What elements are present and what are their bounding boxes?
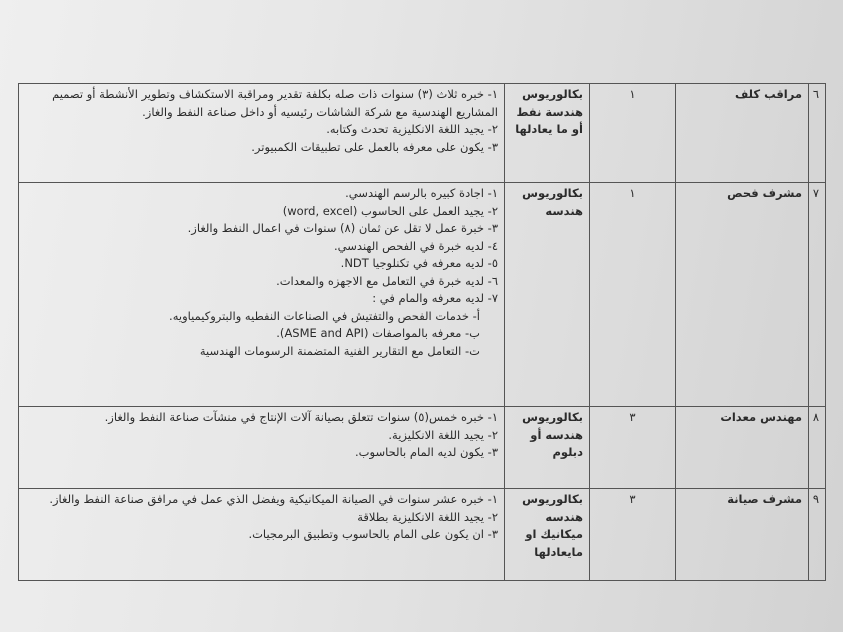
requirement-item: ٤- لديه خبرة في الفحص الهندسي. — [334, 238, 498, 253]
vacancy-count: ١ — [590, 84, 676, 183]
vacancy-count: ١ — [590, 183, 676, 407]
requirement-item: ٢- يجيد اللغة الانكليزية تحدث وكتابه. — [326, 122, 498, 136]
vacancy-count: ٣ — [590, 407, 676, 489]
qualification: بكالوريوس هندسه ميكانيك او مايعادلها — [505, 489, 590, 581]
requirement-item: ٢- يجيد اللغة الانكليزية بطلاقة — [357, 509, 498, 524]
requirement-item: ٣- ان يكون على المام بالحاسوب وتطبيق البرمجيات. — [248, 527, 498, 541]
requirements-cell — [19, 407, 505, 489]
requirements-list — [25, 409, 498, 462]
requirements-list — [25, 86, 498, 156]
sub-requirement-item: ت- التعامل مع التقارير الفنية المتضمنة الرسومات الهندسية — [199, 343, 480, 358]
requirement-item: ١- خبره خمس(٥) سنوات تتعلق بصيانة آلات الإنتاج في منشآت صناعة النفط والغاز. — [104, 410, 498, 424]
requirement-item: ١- خبره عشر سنوات في الصيانة الميكانيكية ويفضل الذي عمل في مرافق صناعة النفط والغاز. — [49, 492, 498, 506]
qualification: بكالوريوس هندسه أو دبلوم — [505, 407, 590, 489]
row-number: ٩ — [809, 489, 826, 581]
requirement-item: ٥- لديه معرفه في تكنلوجيا NDT. — [340, 256, 498, 270]
row-number: ٨ — [809, 407, 826, 489]
qualification: بكالوريوس هندسة نفط أو ما يعادلها — [505, 84, 590, 183]
requirement-item: ٦- لديه خبرة في التعامل مع الاجهزه والمعدات. — [276, 273, 498, 288]
requirements-cell — [19, 84, 505, 183]
requirement-item: ٣- يكون على معرفه بالعمل على تطبيقات الكمبيوتر. — [251, 139, 498, 154]
table-row — [19, 407, 826, 489]
job-title: مهندس معدات — [676, 407, 809, 489]
job-title: مشرف صيانة — [676, 489, 809, 581]
requirement-item: ١- اجادة كبيره بالرسم الهندسي. — [345, 186, 498, 200]
requirements-cell — [19, 489, 505, 581]
qualification: بكالوريوس هندسه — [505, 183, 590, 407]
job-requirements-table — [18, 83, 826, 581]
sub-requirements-list — [25, 308, 498, 361]
requirements-list — [25, 491, 498, 544]
requirement-item: ٣- خبرة عمل لا تقل عن ثمان (٨) سنوات في اعمال النفط والغاز. — [187, 221, 498, 235]
requirements-cell — [19, 183, 505, 407]
requirement-item: ٣- يكون لديه المام بالحاسوب. — [355, 445, 498, 459]
requirement-item: ٢- يجيد اللغة الانكليزية. — [388, 427, 498, 442]
vacancy-count: ٣ — [590, 489, 676, 581]
requirement-item: ١- خبره ثلاث (٣) سنوات ذات صله بكلفة تقدير ومراقبة الاستكشاف وتطوير الأنشطة أو تصميم المشاريع الهندسية مع شركة الشاشات رئيسيه أو داخل صناعة النفط والغاز. — [52, 87, 498, 119]
sub-requirement-item: أ- خدمات الفحص والتفتيش في الصناعات النفطيه والبتروكيمياويه. — [169, 308, 480, 323]
table-row — [19, 489, 826, 581]
requirements-list — [25, 185, 498, 308]
row-number: ٧ — [809, 183, 826, 407]
sub-requirement-item: ب- معرفه بالمواصفات (ASME and API). — [276, 326, 480, 340]
row-number: ٦ — [809, 84, 826, 183]
table-row — [19, 84, 826, 183]
requirement-item: ٢- يجيد العمل على الحاسوب (word, excel) — [282, 203, 498, 218]
job-requirements-sheet — [18, 83, 826, 583]
job-title: مشرف فحص — [676, 183, 809, 407]
table-row — [19, 183, 826, 407]
requirement-item: ٧- لديه معرفه والمام في : — [372, 291, 498, 305]
job-title: مراقب كلف — [676, 84, 809, 183]
